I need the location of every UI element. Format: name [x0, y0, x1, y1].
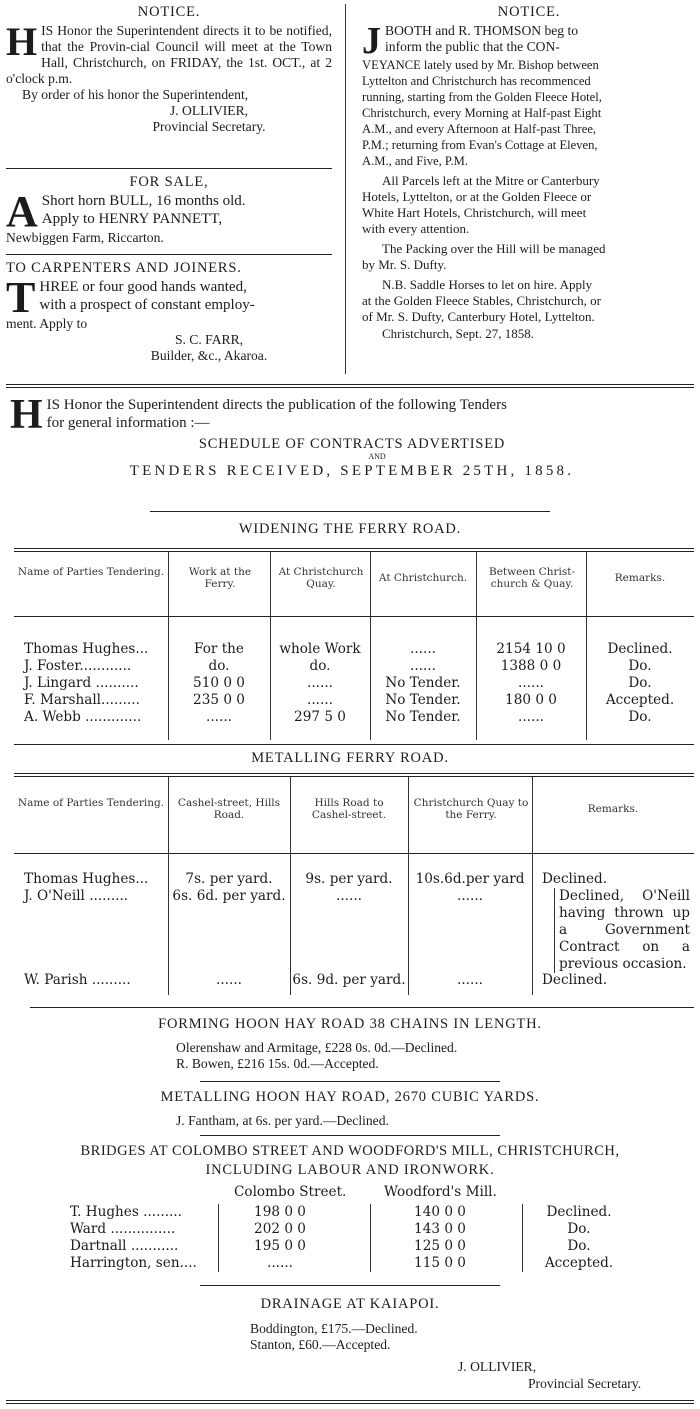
divider	[6, 168, 332, 169]
for-sale-line2: Apply to HENRY PANNETT,	[41, 211, 223, 227]
forming-hoon-lines	[176, 1040, 676, 1072]
table-cell: 510 0 0	[193, 675, 245, 691]
for-sale-heading: FOR SALE,	[129, 174, 209, 190]
notice-right-para4	[362, 277, 696, 325]
table-cell: Do.	[628, 675, 652, 691]
notice-right-line: inform the public that the CON-	[385, 39, 560, 54]
widening-col-christchurch	[370, 641, 476, 726]
table-cell: 7s. per yard.	[185, 871, 273, 887]
table-cell: do.	[208, 658, 230, 674]
table-cell: 202 0 0	[254, 1221, 306, 1237]
table-cell: ......	[457, 888, 483, 904]
table-cell: Declined.	[542, 871, 608, 887]
notice-right-dateline: Christchurch, Sept. 27, 1858.	[382, 326, 535, 341]
widening-col-ferry	[168, 641, 270, 726]
table-rule	[14, 548, 694, 549]
tenders-intro-line1: IS Honor the Superintendent directs the publication of the following Tenders	[46, 397, 507, 413]
table-cell: 6s. 6d. per yard.	[172, 888, 286, 904]
carpenters-dropcap: T	[6, 273, 36, 322]
metalling-hoon-line: J. Fantham, at 6s. per yard.—Declined.	[176, 1113, 389, 1128]
notice-right-line: A.M., and every Afternoon at Half-past Three,	[362, 122, 597, 136]
notice-right-dropcap: J	[362, 20, 381, 62]
col-sep	[218, 1204, 219, 1272]
header-rule	[14, 616, 694, 617]
col-header: Between Christ-church & Quay.	[489, 566, 575, 590]
notice-left-order: By order of his honor the Superintendent,	[22, 87, 249, 102]
table-cell: No Tender.	[385, 675, 461, 691]
table-cell: 125 0 0	[414, 1238, 466, 1254]
table-cell: J. Foster............	[24, 658, 132, 674]
table-cell: ......	[410, 641, 436, 657]
carpenters-heading: TO CARPENTERS AND JOINERS.	[6, 260, 242, 276]
table-cell: T. Hughes .........	[70, 1204, 183, 1220]
table-cell: Ward ...............	[70, 1221, 176, 1237]
para-line: by Mr. S. Dufty.	[362, 257, 447, 272]
for-sale-dropcap: A	[6, 187, 38, 236]
short-rule	[200, 1135, 500, 1136]
table-cell: Do.	[567, 1221, 591, 1237]
table-cell: F. Marshall.........	[24, 692, 140, 708]
metalling-table	[14, 777, 694, 999]
tenders-dropcap: H	[10, 392, 43, 438]
forming-hoon-title: FORMING HOON HAY ROAD 38 CHAINS IN LENGTH.	[158, 1016, 542, 1032]
carpenters-ad	[6, 260, 332, 364]
carpenters-line1: HREE or four good hands wanted,	[39, 279, 247, 295]
table-cell: ......	[307, 692, 333, 708]
table-cell: ......	[307, 675, 333, 691]
widening-col-between	[476, 641, 586, 726]
bridges-names	[70, 1204, 218, 1272]
left-column	[6, 4, 332, 363]
para-line: White Hart Hotels, Christchurch, will meet	[362, 205, 587, 220]
metalling-row-name: J. O'Neill .........	[24, 888, 129, 904]
table-cell: For the	[194, 641, 244, 657]
col-header: Name of Parties Tendering.	[17, 566, 165, 578]
drainage-signer: J. OLLIVIER,	[458, 1359, 537, 1374]
table-cell: ......	[518, 675, 544, 691]
widening-names	[24, 641, 174, 726]
col-header: Work at the Ferry.	[188, 566, 252, 590]
notice-right-line: VEYANCE lately used by Mr. Bishop between	[362, 58, 599, 72]
table-cell: ......	[267, 1255, 293, 1271]
notice-right-line: Lyttelton and Christchurch has recommenced	[362, 74, 591, 88]
notice-left-signer-title: Provincial Secretary.	[152, 119, 266, 134]
table-cell: 195 0 0	[254, 1238, 306, 1254]
para-line: at the Golden Fleece Stables, Christchurch, or	[362, 293, 601, 308]
table-cell: 297 5 0	[294, 709, 346, 725]
table-cell: 198 0 0	[254, 1204, 306, 1220]
notice-left	[6, 4, 332, 135]
carpenters-signer: S. C. FARR,	[174, 332, 244, 347]
table-cell: 1388 0 0	[500, 658, 562, 674]
widening-col-remarks	[586, 641, 694, 726]
carpenters-signer-title: Builder, &c., Akaroa.	[150, 348, 268, 363]
table-cell: 180 0 0	[505, 692, 557, 708]
bridges-woodford	[380, 1204, 500, 1272]
table-cell: ......	[457, 972, 483, 988]
metalling-row-name: Thomas Hughes...	[24, 871, 149, 887]
widening-col-quay	[270, 641, 370, 726]
for-sale-line3: Newbiggen Farm, Riccarton.	[6, 230, 164, 245]
table-cell: 115 0 0	[414, 1255, 466, 1271]
para-line: All Parcels left at the Mitre or Canterbury	[382, 173, 600, 188]
header-rule	[14, 853, 694, 854]
table-cell: 2154 10 0	[496, 641, 566, 657]
table-cell: Harrington, sen....	[70, 1255, 197, 1271]
bridges-col2-header: Woodford's Mill.	[384, 1184, 497, 1200]
remarks-bracket-cell: Declined, O'Neill having thrown up a Government Contract on a previous occasion.	[554, 888, 690, 973]
col-header: Hills Road to Cashel-street.	[311, 797, 387, 821]
drainage-title: DRAINAGE AT KAIAPOI.	[260, 1296, 440, 1312]
bridges-title1: BRIDGES AT COLOMBO STREET AND WOODFORD'S MILL, CHRISTCHURCH,	[80, 1143, 620, 1159]
table-cell: Declined.	[607, 641, 673, 657]
metalling-row-name: W. Parish .........	[24, 972, 131, 988]
table-cell: Accepted.	[544, 1255, 614, 1271]
table-cell: ......	[410, 658, 436, 674]
drainage-lines	[250, 1321, 650, 1353]
table-cell: No Tender.	[385, 692, 461, 708]
table-cell: Declined.	[542, 972, 608, 988]
table-cell: 140 0 0	[414, 1204, 466, 1220]
notice-right-body	[362, 20, 696, 169]
short-rule	[200, 1081, 500, 1082]
para-line: of Mr. S. Dufty, Canterbury Hotel, Lyttelton.	[362, 309, 595, 324]
notice-right-heading: NOTICE.	[497, 4, 561, 20]
para-line: N.B. Saddle Horses to let on hire. Apply	[382, 277, 593, 292]
table-cell: do.	[309, 658, 331, 674]
carpenters-line2: with a prospect of constant employ-	[39, 297, 255, 313]
notice-right-line: Christchurch, every Morning at Half-past Eight	[362, 106, 602, 120]
tenders-intro	[10, 392, 694, 480]
table-cell: Declined.	[546, 1204, 612, 1220]
col-header: At Christchurch Quay.	[278, 566, 364, 590]
table-cell: No Tender.	[385, 709, 461, 725]
table-cell: J. Lingard ..........	[24, 675, 139, 691]
notice-left-heading: NOTICE.	[137, 4, 201, 20]
table-cell: 143 0 0	[414, 1221, 466, 1237]
bridges-remarks	[524, 1204, 634, 1272]
tender-line: Boddington, £175.—Declined.	[250, 1321, 418, 1336]
for-sale-ad	[6, 174, 332, 246]
bridges-col1-header: Colombo Street.	[234, 1184, 347, 1200]
tenders-and: AND	[368, 452, 386, 461]
table-cell: 235 0 0	[193, 692, 245, 708]
section-rule	[6, 384, 694, 388]
bridges-colombo	[220, 1204, 340, 1272]
divider	[6, 254, 332, 255]
table-cell: 9s. per yard.	[305, 871, 393, 887]
page-bottom-rule	[6, 1400, 694, 1404]
tenders-title1: SCHEDULE OF CONTRACTS ADVERTISED	[198, 436, 506, 452]
table-cell: Accepted.	[605, 692, 675, 708]
table-rule	[14, 744, 694, 745]
tender-line: R. Bowen, £216 15s. 0d.—Accepted.	[176, 1056, 379, 1071]
notice-right-para2	[362, 173, 696, 237]
table-cell: 6s. 9d. per yard.	[292, 972, 406, 988]
tender-line: Stanton, £60.—Accepted.	[250, 1337, 391, 1352]
para-line: with every attention.	[362, 221, 470, 236]
col-header: Remarks.	[614, 572, 666, 584]
right-column	[362, 4, 696, 342]
table-cell: ......	[518, 709, 544, 725]
table-cell: Thomas Hughes...	[24, 641, 149, 657]
short-rule	[200, 1285, 500, 1286]
table-rule	[14, 773, 694, 774]
widening-title: WIDENING THE FERRY ROAD.	[238, 521, 462, 537]
notice-left-signer: J. OLLIVIER,	[169, 103, 249, 118]
notice-right-line: BOOTH and R. THOMSON beg to	[385, 23, 579, 38]
notice-right-line: P.M.; returning from Evan's Cottage at Eleven,	[362, 138, 598, 152]
table-cell: Dartnall ...........	[70, 1238, 179, 1254]
tender-line: Olerenshaw and Armitage, £228 0s. 0d.—Declined.	[176, 1040, 458, 1055]
widening-table	[14, 552, 694, 744]
metalling-title: METALLING FERRY ROAD.	[251, 750, 449, 766]
table-cell: Do.	[628, 709, 652, 725]
short-rule	[150, 511, 550, 512]
col-header: Remarks.	[587, 803, 639, 815]
table-cell: Do.	[567, 1238, 591, 1254]
col-sep	[522, 1204, 523, 1272]
tenders-title2: TENDERS RECEIVED, SEPTEMBER 25TH, 1858.	[129, 463, 575, 479]
table-rule	[30, 1007, 694, 1008]
table-cell: ......	[216, 972, 242, 988]
metalling-hoon-title: METALLING HOON HAY ROAD, 2670 CUBIC YARDS.	[160, 1089, 540, 1105]
notice-right-para3	[362, 241, 696, 273]
notice-right-line: A.M., and Five, P.M.	[362, 154, 469, 168]
bridges-title2: INCLUDING LABOUR AND IRONWORK.	[205, 1162, 495, 1178]
table-cell: ......	[206, 709, 232, 725]
notice-left-body: IS Honor the Superintendent directs it to be notified, that the Provin-cial Council will meet at the Town Hall, Christchurch, on FRIDAY, the 1st. OCT., at 2 o'clock p.m.	[6, 23, 332, 86]
carpenters-line3: ment. Apply to	[6, 316, 88, 331]
table-cell: 10s.6d.per yard	[415, 871, 525, 887]
col-sep	[370, 1204, 371, 1272]
drainage-signer-title: Provincial Secretary.	[528, 1376, 642, 1391]
para-line: Hotels, Lyttelton, or at the Golden Fleece or	[362, 189, 592, 204]
for-sale-line1: Short horn BULL, 16 months old.	[41, 193, 246, 209]
column-divider	[345, 4, 346, 374]
col-header: Name of Parties Tendering.	[17, 797, 165, 809]
table-cell: Do.	[628, 658, 652, 674]
col-header: At Christchurch.	[378, 572, 468, 584]
table-cell: ......	[336, 888, 362, 904]
para-line: The Packing over the Hill will be managed	[382, 241, 606, 256]
col-header: Cashel-street, Hills Road.	[177, 797, 281, 821]
table-cell: whole Work	[279, 641, 361, 657]
notice-left-dropcap: H	[6, 19, 38, 64]
notice-right-line: running, starting from the Golden Fleece Hotel,	[362, 90, 602, 104]
tenders-intro-line2: for general information :—	[46, 415, 210, 431]
col-header: Christchurch Quay to the Ferry.	[413, 797, 529, 821]
table-cell: A. Webb .............	[24, 709, 142, 725]
